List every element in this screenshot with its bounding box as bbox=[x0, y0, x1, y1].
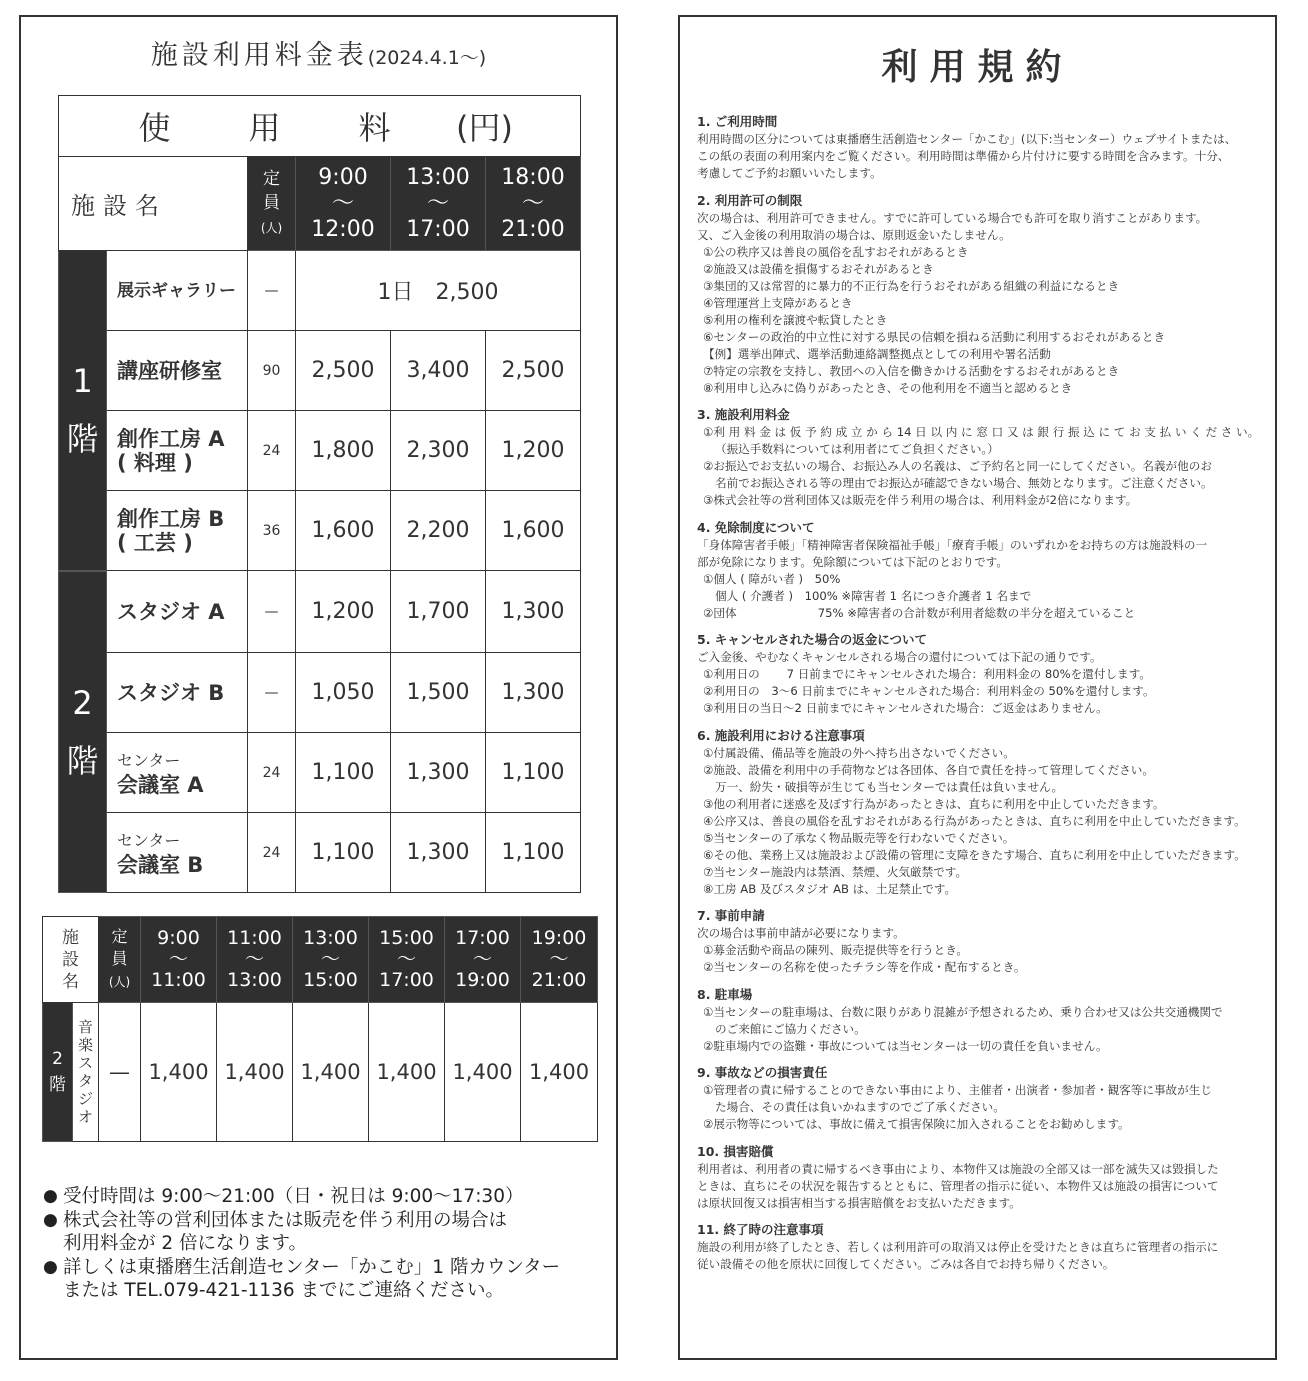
time-tilde: ～ bbox=[549, 948, 569, 970]
terms-section bbox=[697, 727, 1263, 898]
terms-line: ご入金後、やむなくキャンセルされる場合の還付については下記の通りです。 bbox=[697, 650, 1102, 664]
terms-section bbox=[697, 406, 1263, 509]
terms-line: 名前でお振込される等の理由でお振込が確認できない場合、無効となります。ご注意ください。 bbox=[715, 476, 1213, 490]
terms-line: ②お振込でお支払いの場合、お振込み人の名義は、ご予約名と同一にしてください。名義が他のお bbox=[703, 459, 1212, 473]
capacity-cell: 24 bbox=[248, 813, 296, 893]
time-slot-header bbox=[141, 917, 217, 1003]
facility-name-char: オ bbox=[77, 1108, 93, 1126]
terms-line: ⑦特定の宗教を支持し、教団への入信を働きかける活動をするおそれがあるとき bbox=[703, 363, 1120, 378]
floor-2-label bbox=[59, 571, 107, 893]
terms-line: ②当センターの名称を使ったチラシ等を作成・配布するとき。 bbox=[703, 960, 1026, 974]
fee-cell: 2,500 bbox=[296, 331, 391, 411]
facility-name-char: ジ bbox=[77, 1090, 93, 1108]
terms-line: ①募金活動や商品の陳列、販売提供等を行うとき。 bbox=[703, 943, 968, 957]
terms-line: ②利用日の 3～6 日前までにキャンセルされた場合：利用料金の 50%を還付します。 bbox=[703, 684, 1155, 698]
capacity-cell: — bbox=[248, 251, 296, 331]
facility-name-char: 音 bbox=[77, 1018, 93, 1036]
fee-cell: 1,800 bbox=[296, 411, 391, 491]
terms-line: 次の場合は、利用許可できません。すでに許可している場合でも許可を取り消すことがあります。 bbox=[697, 210, 1208, 225]
terms-line: 考慮してご予約お願いいたします。 bbox=[697, 166, 882, 180]
fee-cell: 1,600 bbox=[296, 491, 391, 571]
time-tilde: ～ bbox=[472, 948, 492, 970]
floor-1-label bbox=[59, 251, 107, 571]
fee-cell: 1,300 bbox=[486, 653, 581, 733]
terms-title: 利用規約 bbox=[881, 47, 1074, 88]
facility-name-header: 施設名 bbox=[59, 157, 248, 251]
terms-line: （振込手数料については利用者にてご負担ください。） bbox=[715, 442, 999, 456]
capacity-header-char: 定 bbox=[111, 927, 128, 946]
terms-line: ①利用日の 7 日前までにキャンセルされた場合：利用料金の 80%を還付します。 bbox=[703, 667, 1151, 681]
fee-cell: 1,400 bbox=[141, 1003, 217, 1142]
terms-line: ①管理者の責に帰することのできない事由により、主催者・出演者・参加者・観客等に事故が生じ bbox=[703, 1083, 1212, 1097]
terms-line: ①当センターの駐車場は、台数に限りがあり混雑が予想されるため、乗り合わせ又は公共交通機関で bbox=[703, 1004, 1223, 1019]
terms-section-heading: 8. 駐車場 bbox=[697, 986, 753, 1002]
fee-cell: 3,400 bbox=[391, 331, 486, 411]
capacity-cell: — bbox=[248, 571, 296, 653]
terms-section bbox=[697, 1143, 1263, 1212]
time-slot-header bbox=[369, 917, 445, 1003]
terms-line: ときは、直ちにその状況を報告するとともに、管理者の指示に従い、本物件又は施設の損害について bbox=[697, 1178, 1219, 1193]
fee-cell: 1,100 bbox=[486, 813, 581, 893]
time-start: 13:00 bbox=[406, 164, 470, 190]
terms-line: ④公序又は、善良の風俗を乱すおそれがある行為があったときは、直ちに利用を中止していただきます。 bbox=[703, 813, 1246, 828]
time-end: 21:00 bbox=[531, 969, 587, 991]
terms-section-heading: 1. ご利用時間 bbox=[697, 114, 778, 129]
caption-char: (円) bbox=[456, 109, 513, 147]
fee-cell: 1,700 bbox=[391, 571, 486, 653]
capacity-cell: 36 bbox=[248, 491, 296, 571]
time-slot-header bbox=[391, 157, 486, 251]
fee-cell: 1,400 bbox=[217, 1003, 293, 1142]
terms-section bbox=[697, 192, 1263, 397]
terms-line: ④管理運営上支障があるとき bbox=[703, 295, 853, 310]
time-start: 15:00 bbox=[379, 927, 434, 949]
terms-line: ②駐車場内での盗難・事故については当センターは一切の責任を負いません。 bbox=[703, 1038, 1108, 1053]
time-slot-header bbox=[486, 157, 581, 251]
facility-name-header bbox=[43, 917, 99, 1003]
facility-name bbox=[107, 733, 248, 813]
terms-line: ⑧利用申し込みに偽りがあったとき、その他利用を不適当と認めるとき bbox=[703, 380, 1073, 395]
terms-section bbox=[697, 519, 1263, 622]
fee-cell: 1,400 bbox=[445, 1003, 521, 1142]
terms-section-heading: 10. 損害賠償 bbox=[697, 1143, 774, 1159]
terms-line: ⑥その他、業務上又は施設および設備の管理に支障をきたす場合、直ちに利用を中止していただきます。 bbox=[703, 847, 1246, 862]
fee-table-caption bbox=[59, 96, 581, 157]
time-end: 17:00 bbox=[406, 216, 470, 242]
facility-name-char: 楽 bbox=[77, 1036, 93, 1054]
facility-name: スタジオ B bbox=[107, 653, 248, 733]
header-char: 設 bbox=[62, 949, 79, 970]
terms-body bbox=[697, 113, 1263, 1283]
floor-2-label bbox=[43, 1003, 73, 1142]
time-end: 13:00 bbox=[227, 969, 282, 991]
terms-section-heading: 11. 終了時の注意事項 bbox=[697, 1222, 824, 1237]
fee-cell: 1,200 bbox=[296, 571, 391, 653]
fee-cell: 1,100 bbox=[486, 733, 581, 813]
facility-name: スタジオ A bbox=[107, 571, 248, 653]
terms-line: ⑥センターの政治的中立性に対する県民の信頼を損ねる活動に利用するおそれがあるとき bbox=[703, 329, 1166, 344]
time-start: 18:00 bbox=[501, 164, 565, 190]
terms-line: のご来館にご協力ください。 bbox=[715, 1021, 866, 1036]
time-start: 9:00 bbox=[318, 164, 368, 190]
terms-line: ②展示物等については、事故に備えて損害保険に加入されることをお勧めします。 bbox=[703, 1117, 1130, 1131]
floor-number: 2 bbox=[52, 1049, 63, 1069]
terms-line: 利用時間の区分については東播磨生活創造センター「かこむ」(以下:当センター）ウェブサイトまたは、 bbox=[697, 132, 1237, 146]
time-start: 13:00 bbox=[303, 927, 358, 949]
caption-char: 用 bbox=[248, 109, 281, 147]
time-start: 9:00 bbox=[157, 927, 200, 949]
facility-name-sub: ( 工芸 ) bbox=[117, 530, 193, 555]
fee-cell: 1,400 bbox=[521, 1003, 598, 1142]
time-end: 21:00 bbox=[501, 216, 565, 242]
fee-cell: 1,400 bbox=[293, 1003, 369, 1142]
fee-table-panel bbox=[19, 15, 618, 1360]
terms-section-heading: 4. 免除制度について bbox=[697, 519, 815, 535]
time-slot-header bbox=[445, 917, 521, 1003]
terms-line: この紙の表面の利用案内をご覧ください。利用時間は準備から片付けに要する時間を含みます。十分、 bbox=[697, 149, 1230, 163]
facility-name-line: 会議室 B bbox=[117, 852, 204, 877]
terms-section bbox=[697, 631, 1263, 717]
fee-cell: 2,500 bbox=[486, 331, 581, 411]
facility-name-char: ス bbox=[77, 1054, 93, 1072]
terms-line: ②施設、設備を利用中の手荷物などは各団体、各自で責任を持って管理してください。 bbox=[703, 762, 1154, 777]
terms-line: 利用者は、利用者の責に帰するべき事由により、本物件又は施設の全部又は一部を滅失又は毀損した bbox=[697, 1161, 1219, 1176]
facility-name: 展示ギャラリー bbox=[107, 251, 248, 331]
facility-name bbox=[73, 1003, 99, 1142]
capacity-header-unit: (人) bbox=[108, 975, 131, 989]
fee-cell: 1,100 bbox=[296, 733, 391, 813]
fee-cell: 2,200 bbox=[391, 491, 486, 571]
terms-section bbox=[697, 113, 1263, 182]
fee-cell: 1,300 bbox=[486, 571, 581, 653]
terms-line: ⑦当センター施設内は禁酒、禁煙、火気厳禁です。 bbox=[703, 864, 968, 879]
floor-kanji: 階 bbox=[66, 741, 99, 780]
facility-name-prefix: センター bbox=[117, 830, 181, 850]
terms-line: ⑧工房 AB 及びスタジオ AB は、土足禁止です。 bbox=[703, 881, 957, 896]
floor-kanji: 階 bbox=[49, 1075, 66, 1095]
fee-cell: 1,300 bbox=[391, 733, 486, 813]
capacity-cell: 90 bbox=[248, 331, 296, 411]
terms-section bbox=[697, 1221, 1263, 1273]
header-char: 名 bbox=[62, 971, 79, 992]
capacity-cell: 24 bbox=[248, 411, 296, 491]
fee-cell: 1日 2,500 bbox=[296, 251, 581, 331]
terms-line: 次の場合は事前申請が必要になります。 bbox=[697, 926, 905, 940]
terms-line: 個人 ( 介護者 ) 100% ※障害者 1 名につき介護者 1 名まで bbox=[715, 588, 1032, 603]
terms-line: ②団体 75% ※障害者の合計数が利用者総数の半分を超えていること bbox=[703, 605, 1136, 620]
capacity-cell: 24 bbox=[248, 733, 296, 813]
time-end: 17:00 bbox=[379, 969, 434, 991]
page-title bbox=[21, 33, 616, 72]
terms-line: ②施設又は設備を損傷するおそれがあるとき bbox=[703, 261, 934, 276]
note-item: ● 株式会社等の営利団体または販売を伴う利用の場合は 利用料金が 2 倍になります。 bbox=[43, 1209, 560, 1256]
terms-section-heading: 3. 施設利用料金 bbox=[697, 407, 790, 422]
terms-section-heading: 6. 施設利用における注意事項 bbox=[697, 727, 865, 743]
time-start: 19:00 bbox=[531, 927, 587, 949]
fee-cell: 2,300 bbox=[391, 411, 486, 491]
floor-number: 1 bbox=[72, 362, 93, 401]
capacity-cell: — bbox=[99, 1003, 141, 1142]
terms-line: ①個人 ( 障がい者 ) 50% bbox=[703, 571, 841, 586]
time-tilde: ～ bbox=[320, 948, 340, 970]
music-studio-fee-table bbox=[42, 916, 598, 1142]
facility-name-line: 会議室 A bbox=[117, 772, 204, 797]
time-tilde: ～ bbox=[331, 190, 354, 216]
fee-cell: 1,050 bbox=[296, 653, 391, 733]
notes-list bbox=[43, 1185, 560, 1303]
capacity-header-unit: (人) bbox=[260, 221, 283, 235]
terms-line: 従い設備その他を原状に回復してください。ごみは各自でお持ち帰りください。 bbox=[697, 1257, 1115, 1271]
terms-line: ⑤当センターの了承なく物品販売等を行わないでください。 bbox=[703, 830, 1015, 845]
terms-section bbox=[697, 986, 1263, 1055]
terms-line: 「身体障害者手帳」「精神障害者保険福祉手帳」「療育手帳」のいずれかをお持ちの方は施設料の一 bbox=[697, 537, 1208, 552]
terms-line: ①利 用 料 金 は 仮 予 約 成 立 か ら 14 日 以 内 に 窓 口 又 は 銀 行 振 込 に て お 支 払 い く だ さ い。 bbox=[703, 425, 1260, 439]
time-tilde: ～ bbox=[168, 948, 188, 970]
facility-name bbox=[107, 813, 248, 893]
time-start: 17:00 bbox=[455, 927, 510, 949]
fee-cell: 1,200 bbox=[486, 411, 581, 491]
time-tilde: ～ bbox=[521, 190, 544, 216]
floor-kanji: 階 bbox=[66, 420, 99, 459]
terms-section-heading: 2. 利用許可の制限 bbox=[697, 192, 803, 208]
capacity-header bbox=[248, 157, 296, 251]
time-slot-header bbox=[217, 917, 293, 1003]
terms-line: ③集団的又は常習的に暴力的不正行為を行うおそれがある組織の利益になるとき bbox=[703, 278, 1120, 293]
terms-line: 部が免除になります。免除額については下記のとおりです。 bbox=[697, 554, 1008, 569]
terms-line: ⑤利用の権利を譲渡や転貸したとき bbox=[703, 312, 888, 327]
terms-line: ①公の秩序又は善良の風俗を乱すおそれがあるとき bbox=[703, 244, 969, 259]
capacity-header-char: 員 bbox=[263, 193, 280, 213]
time-start: 11:00 bbox=[227, 927, 282, 949]
time-tilde: ～ bbox=[396, 948, 416, 970]
facility-name bbox=[107, 411, 248, 491]
terms-section bbox=[697, 907, 1263, 976]
terms-line: は原状回復又は損害相当する損害賠償をお支払いただきます。 bbox=[697, 1195, 1021, 1210]
terms-line: た場合、その責任は負いかねますのでご了承ください。 bbox=[715, 1100, 1005, 1114]
terms-line: ③利用日の当日～2 日前までにキャンセルされた場合：ご返金はありません。 bbox=[703, 701, 1108, 715]
terms-section-heading: 7. 事前申請 bbox=[697, 908, 765, 923]
caption-char: 使 bbox=[138, 109, 171, 147]
terms-line: 万一、紛失・破損等が生じても当センターでは責任は負いません。 bbox=[715, 779, 1064, 794]
title-text: 施設利用料金表 bbox=[150, 40, 368, 71]
time-slot-header bbox=[521, 917, 598, 1003]
terms-panel bbox=[678, 15, 1277, 1360]
fee-cell: 1,400 bbox=[369, 1003, 445, 1142]
title-date: (2024.4.1～) bbox=[367, 47, 487, 69]
time-tilde: ～ bbox=[426, 190, 449, 216]
time-slot-header bbox=[296, 157, 391, 251]
terms-line: ③株式会社等の営利団体又は販売を伴う利用の場合は、利用料金が2倍になります。 bbox=[703, 493, 1138, 507]
facility-name-line: 創作工房 A bbox=[117, 426, 225, 451]
note-item: ● 受付時間は 9:00～21:00（日・祝日は 9:00～17:30） bbox=[43, 1185, 560, 1209]
fee-cell: 1,300 bbox=[391, 813, 486, 893]
time-tilde: ～ bbox=[244, 948, 264, 970]
fee-table bbox=[58, 95, 581, 893]
time-end: 12:00 bbox=[311, 216, 375, 242]
capacity-header-char: 員 bbox=[111, 949, 128, 968]
capacity-cell: — bbox=[248, 653, 296, 733]
caption-char: 料 bbox=[358, 109, 391, 147]
terms-line: 又、ご入金後の利用取消の場合は、原則返金いたしません。 bbox=[697, 227, 1011, 242]
terms-section-heading: 9. 事故などの損害責任 bbox=[697, 1065, 828, 1080]
facility-name-char: タ bbox=[77, 1072, 93, 1090]
floor-number: 2 bbox=[72, 683, 93, 722]
time-end: 15:00 bbox=[303, 969, 358, 991]
facility-name: 講座研修室 bbox=[107, 331, 248, 411]
capacity-header-char: 定 bbox=[263, 169, 280, 189]
terms-line: 【例】選挙出陣式、選挙活動連絡調整拠点としての利用や署名活動 bbox=[703, 346, 1051, 361]
fee-cell: 1,600 bbox=[486, 491, 581, 571]
facility-name-sub: ( 料理 ) bbox=[117, 450, 193, 475]
capacity-header bbox=[99, 917, 141, 1003]
terms-section-heading: 5. キャンセルされた場合の返金について bbox=[697, 632, 928, 647]
note-item: ● 詳しくは東播磨生活創造センター「かこむ」1 階カウンター または TEL.079-421-1136 までにご連絡ください。 bbox=[43, 1256, 560, 1303]
terms-line: ③他の利用者に迷惑を及ぼす行為があったときは、直ちに利用を中止していただきます。 bbox=[703, 796, 1165, 811]
terms-section bbox=[697, 1064, 1263, 1133]
facility-name bbox=[107, 491, 248, 571]
terms-line: 施設の利用が終了したとき、若しくは利用許可の取消又は停止を受けたときは直ちに管理者の指示に bbox=[697, 1240, 1219, 1254]
facility-name-line: 創作工房 B bbox=[117, 506, 225, 531]
terms-line: ①付属設備、備品等を施設の外へ持ち出さないでください。 bbox=[703, 745, 1015, 760]
header-char: 施 bbox=[62, 927, 79, 948]
time-end: 19:00 bbox=[455, 969, 510, 991]
time-slot-header bbox=[293, 917, 369, 1003]
fee-cell: 1,100 bbox=[296, 813, 391, 893]
time-end: 11:00 bbox=[151, 969, 206, 991]
facility-name-prefix: センター bbox=[117, 750, 181, 770]
fee-cell: 1,500 bbox=[391, 653, 486, 733]
